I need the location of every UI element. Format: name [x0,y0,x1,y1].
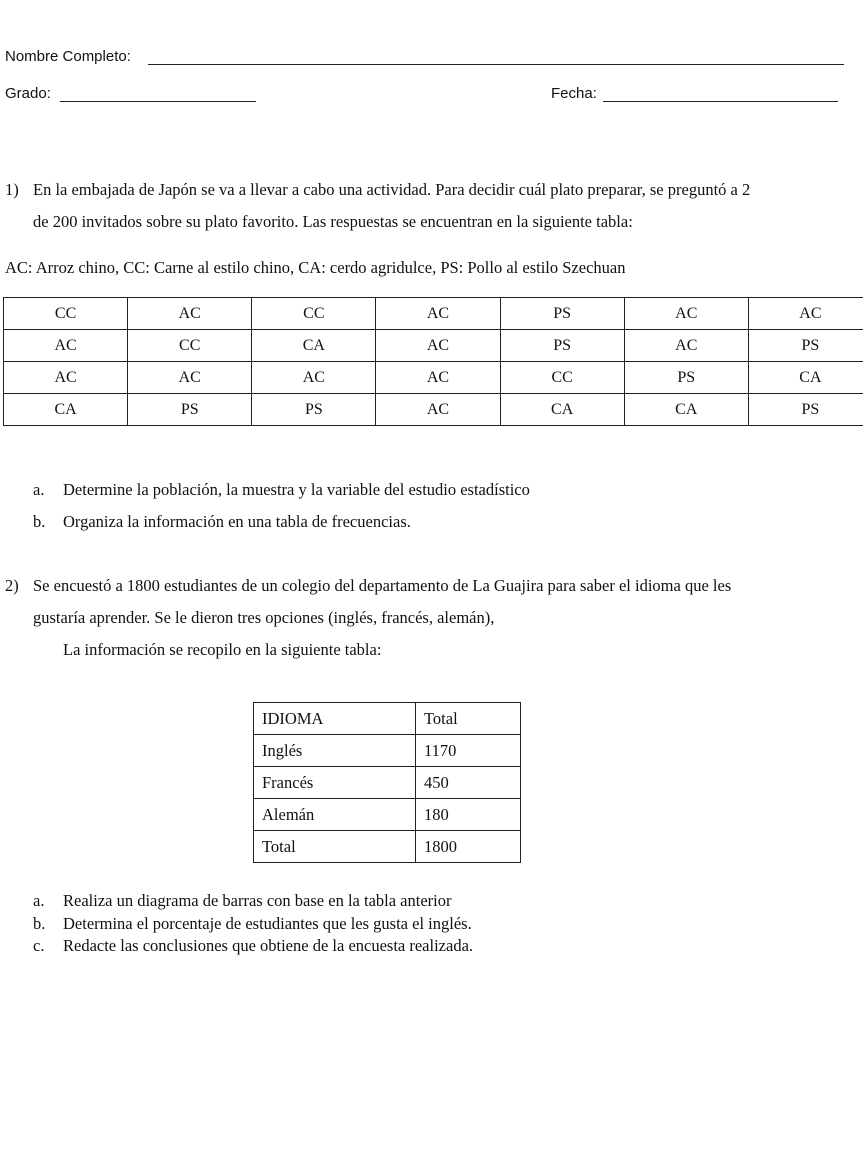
table-cell: AC [4,362,128,394]
table-cell: AC [252,362,376,394]
q2-item-a-text: Realiza un diagrama de barras con base en la tabla anterior [63,891,452,910]
table-cell: 1800 [416,831,521,863]
table-row [4,330,863,362]
q2-line-1: Se encuestó a 1800 estudiantes de un colegio del departamento de La Guajira para saber el idioma que les [33,576,732,595]
table-cell: 1170 [416,735,521,767]
table-cell: AC [128,298,252,330]
table-cell: PS [748,394,863,426]
table-cell: AC [376,330,500,362]
table-cell: 180 [416,799,521,831]
table-cell: CC [128,330,252,362]
q2-line-2: gustaría aprender. Se le dieron tres opciones (inglés, francés, alemán), [33,608,495,627]
grade-field-line[interactable] [60,101,256,102]
table-cell: CA [624,394,748,426]
name-field-line[interactable] [148,64,844,65]
table-cell: Inglés [254,735,416,767]
q2-item-c-letter: c. [33,936,45,955]
table-cell: CA [4,394,128,426]
date-field-line[interactable] [603,101,838,102]
table-cell: AC [4,330,128,362]
table-row [254,735,521,767]
table-cell: PS [500,298,624,330]
table-cell: Total [254,831,416,863]
q2-item-b-letter: b. [33,914,46,933]
table-cell: AC [624,298,748,330]
responses-table [3,297,863,426]
q2-line-3: La información se recopilo en la siguiente tabla: [63,640,382,659]
date-label: Fecha: [551,85,597,102]
table-cell: CC [252,298,376,330]
table-cell: PS [748,330,863,362]
table-cell: AC [748,298,863,330]
table-row [254,831,521,863]
table-cell: AC [624,330,748,362]
q1-item-a-letter: a. [33,480,45,499]
table-cell: PS [252,394,376,426]
table-cell: AC [376,362,500,394]
table-cell: CA [748,362,863,394]
name-label: Nombre Completo: [5,48,131,65]
table-cell: CC [4,298,128,330]
grade-label: Grado: [5,85,51,102]
table-row [4,298,863,330]
table-row [254,799,521,831]
table-cell: AC [128,362,252,394]
table-header-idioma: IDIOMA [254,703,416,735]
q1-item-a-text: Determine la población, la muestra y la variable del estudio estadístico [63,480,530,499]
table-header-row [254,703,521,735]
q2-item-a-letter: a. [33,891,45,910]
table-cell: CC [500,362,624,394]
table-cell: PS [500,330,624,362]
q1-legend: AC: Arroz chino, CC: Carne al estilo chino, CA: cerdo agridulce, PS: Pollo al estilo Szechuan [5,258,626,277]
q2-item-b-text: Determina el porcentaje de estudiantes que les gusta el inglés. [63,914,472,933]
table-row [4,362,863,394]
table-cell: Alemán [254,799,416,831]
table-cell: AC [376,298,500,330]
q1-line-2: de 200 invitados sobre su plato favorito. Las respuestas se encuentran en la siguiente tabla: [33,212,633,231]
table-header-total: Total [416,703,521,735]
table-cell: Francés [254,767,416,799]
q1-number: 1) [5,180,19,199]
q2-number: 2) [5,576,19,595]
table-row [254,767,521,799]
table-row [4,394,863,426]
table-cell: CA [252,330,376,362]
table-cell: AC [376,394,500,426]
language-table [253,702,521,863]
q1-item-b-text: Organiza la información en una tabla de frecuencias. [63,512,411,531]
table-cell: CA [500,394,624,426]
q2-item-c-text: Redacte las conclusiones que obtiene de la encuesta realizada. [63,936,474,955]
q1-item-b-letter: b. [33,512,46,531]
table-cell: PS [128,394,252,426]
table-cell: PS [624,362,748,394]
table-cell: 450 [416,767,521,799]
q1-line-1: En la embajada de Japón se va a llevar a cabo una actividad. Para decidir cuál plato preparar, se preguntó a 2 [33,180,751,199]
